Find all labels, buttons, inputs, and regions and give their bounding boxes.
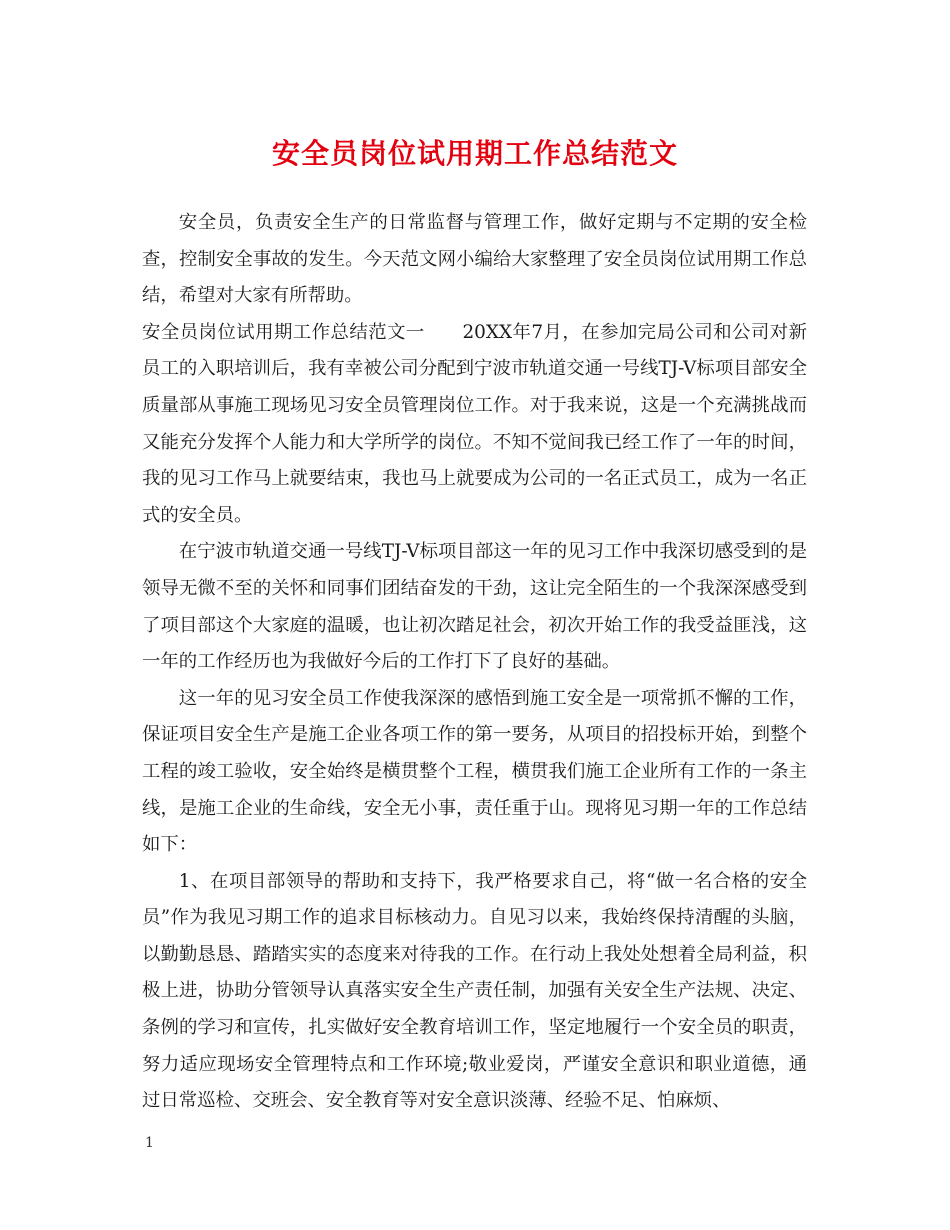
paragraph-sample-one: 安全员岗位试用期工作总结范文一 20XX年7月，在参加完局公司和公司对新员工的入职培训后，我有幸被公司分配到宁波市轨道交通一号线TJ-V标项目部安全质量部从事施工现场见习安全员管理岗位工作。对于我来说，这是一个充满挑战而又能充分发挥个人能力和大学所学的岗位。不知不觉间我已经工作了一年的时间，我的见习工作马上就要结束，我也马上就要成为公司的一名正式员工，成为一名正式的安全员。 (142, 321, 807, 526)
paragraph-experience: 在宁波市轨道交通一号线TJ-V标项目部这一年的见习工作中我深切感受到的是领导无微不至的关怀和同事们团结奋发的干劲，这让完全陌生的一个我深深感受到了项目部这个大家庭的温暖，也让初次踏足社会，初次开始工作的我受益匪浅，这一年的工作经历也为我做好今后的工作打下了良好的基础。 (142, 541, 807, 673)
paragraph-item-one: 1、在项目部领导的帮助和支持下，我严格要求自己，将“做一名合格的安全员”作为我见习期工作的追求目标核动力。自见习以来，我始终保持清醒的头脑，以勤勤恳恳、踏踏实实的态度来对待我的工作。在行动上我处处想着全局利益，积极上进，协助分管领导认真落实安全生产责任制，加强有关安全生产法规、决定、条例的学习和宣传，扎实做好安全教育培训工作，坚定地履行一个安全员的职责，努力适应现场安全管理特点和工作环境;敬业爱岗，严谨安全意识和职业道德，通过日常巡检、交班会、安全教育等对安全意识淡薄、经验不足、怕麻烦、 (142, 870, 807, 1112)
page-number: 1 (145, 1135, 154, 1151)
paragraph-intro: 安全员，负责安全生产的日常监督与管理工作，做好定期与不定期的安全检查，控制安全事故的发生。今天范文网小编给大家整理了安全员岗位试用期工作总结，希望对大家有所帮助。 (142, 212, 807, 307)
page-title: 安全员岗位试用期工作总结范文 (271, 137, 678, 170)
document-body (142, 205, 807, 1120)
paragraph-safety-insight: 这一年的见习安全员工作使我深深的感悟到施工安全是一项常抓不懈的工作，保证项目安全生产是施工企业各项工作的第一要务，从项目的招投标开始，到整个工程的竣工验收，安全始终是横贯整个工程，横贯我们施工企业所有工作的一条主线，是施工企业的生命线，安全无小事，责任重于山。现将见习期一年的工作总结如下： (142, 687, 807, 856)
